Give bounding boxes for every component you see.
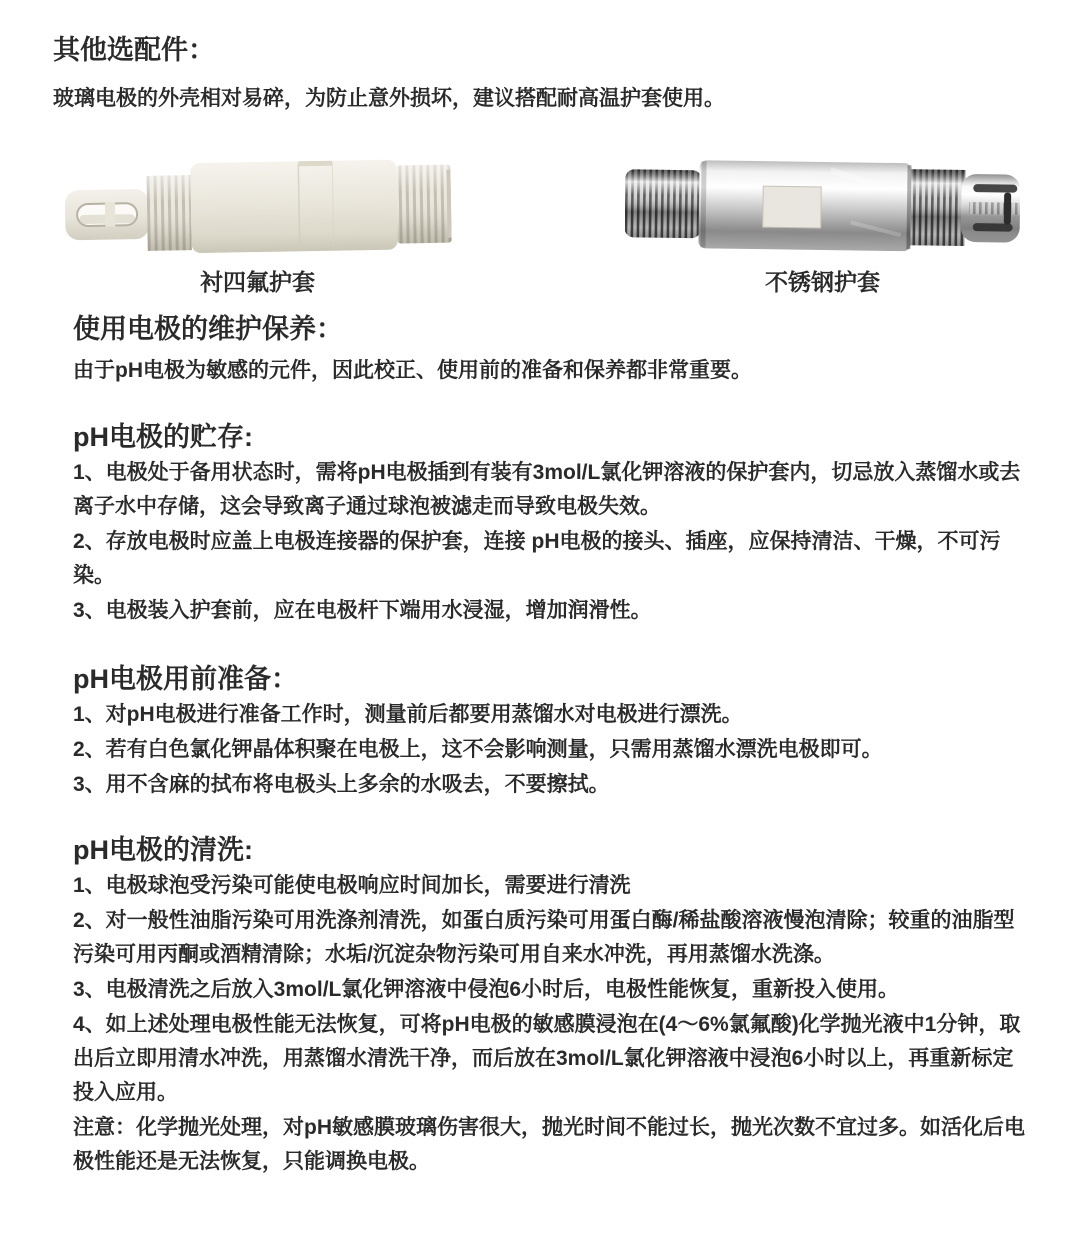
cleaning-item-1: 1、电极球泡受污染可能使电极响应时间加长，需要进行清洗 — [73, 874, 631, 897]
ptfe-sheath-image — [63, 143, 453, 268]
preparation-item-2: 2、若有白色氯化钾晶体积聚在电极上，这不会影响测量，只需用蒸馏水漂洗电极即可。 — [73, 738, 883, 761]
cleaning-note: 注意：化学抛光处理，对pH敏感膜玻璃伤害很大，抛光时间不能过长，抛光次数不宜过多。如活化后电极性能还是无法恢复，只能调换电极。 — [73, 1116, 1025, 1173]
intro-text: 玻璃电极的外壳相对易碎，为防止意外损坏，建议搭配耐高温护套使用。 — [53, 87, 725, 110]
storage-item-3: 3、电极装入护套前，应在电极杆下端用水浸湿，增加润滑性。 — [73, 599, 652, 622]
product-caption-ptfe: 衬四氟护套 — [200, 269, 315, 295]
section-cleaning — [73, 835, 1025, 1179]
maintenance-intro: 由于pH电极为敏感的元件，因此校正、使用前的准备和保养都非常重要。 — [73, 359, 752, 382]
document-page — [0, 34, 1080, 1242]
section-maintenance — [73, 314, 1025, 384]
cleaning-item-2: 2、对一般性油脂污染可用洗涤剂清洗，如蛋白质污染可用蛋白酶/稀盐酸溶液慢泡清除；较重的油脂型污染可用丙酮或酒精清除；水垢/沉淀杂物污染可用自来水冲洗，再用蒸馏水洗涤。 — [73, 909, 1015, 966]
storage-item-2: 2、存放电极时应盖上电极连接器的保护套，连接 pH电极的接头、插座，应保持清洁、干燥，不可污染。 — [73, 530, 1001, 587]
section-storage — [73, 422, 1025, 628]
product-images-row — [0, 143, 1080, 296]
cleaning-item-3: 3、电极清洗之后放入3mol/L氯化钾溶液中侵泡6小时后，电极性能恢复，重新投入使用。 — [73, 978, 900, 1001]
cleaning-heading: pH电极的清洗: — [73, 835, 253, 865]
storage-item-1: 1、电极处于备用状态时，需将pH电极插到有装有3mol/L氯化钾溶液的保护套内，切忌放入蒸馏水或去离子水中存储，这会导致离子通过球泡被滤走而导致电极失效。 — [73, 461, 1021, 518]
preparation-item-1: 1、对pH电极进行准备工作时，测量前后都要用蒸馏水对电极进行漂洗。 — [73, 703, 743, 726]
product-steel — [515, 143, 1080, 296]
page-title: 其他选配件： — [53, 35, 215, 65]
section-preparation — [73, 664, 1025, 802]
preparation-item-3: 3、用不含麻的拭布将电极头上多余的水吸去，不要擦拭。 — [73, 773, 610, 796]
product-ptfe — [0, 143, 515, 296]
preparation-heading: pH电极用前准备： — [73, 664, 298, 694]
maintenance-heading: 使用电极的维护保养： — [73, 314, 343, 344]
cleaning-item-4: 4、如上述处理电极性能无法恢复，可将pH电极的敏感膜浸泡在(4～6%氯氟酸)化学抛光液中1分钟，取出后立即用清水冲洗，用蒸馏水清洗干净，而后放在3mol/L氯化钾溶液中浸泡6小时以上，再重新标定投入应用。 — [73, 1013, 1021, 1104]
stainless-steel-sheath-image — [625, 143, 1020, 268]
product-caption-steel: 不锈钢护套 — [765, 269, 880, 295]
storage-heading: pH电极的贮存: — [73, 422, 253, 452]
